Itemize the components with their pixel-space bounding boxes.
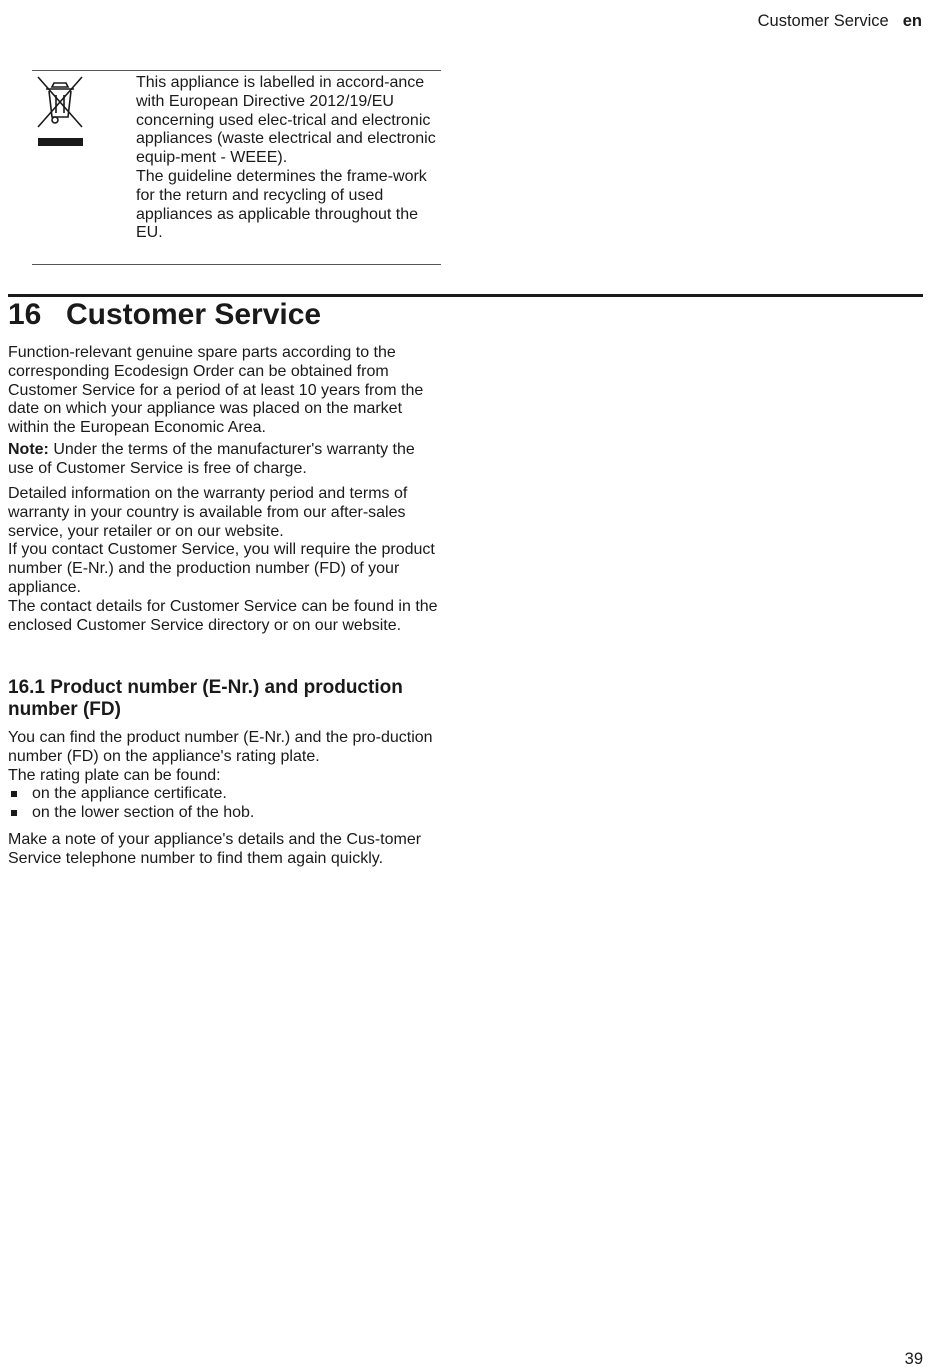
running-header-section: Customer Service (757, 12, 889, 30)
weee-paragraph-2: The guideline determines the frame-work for the return and recycling of used appliances as applicable throughout the EU. (136, 167, 427, 242)
product-number-paragraph (8, 729, 444, 785)
section-title: 16.1 Product number (E-Nr.) and production number (FD) (8, 677, 403, 720)
warranty-paragraph (8, 485, 444, 635)
list-item: on the appliance certificate. (8, 785, 444, 804)
contact-details-text: The contact details for Customer Service can be found in the enclosed Customer Service directory or on our website. (8, 597, 438, 634)
chapter-title (8, 296, 321, 334)
note-text: Under the terms of the manufacturer's warranty the use of Customer Service is free of charge. (8, 441, 415, 477)
product-number-intro: You can find the product number (E-Nr.) and the pro-duction number (FD) on the appliance's rating plate. (8, 729, 433, 765)
note-details-paragraph: Make a note of your appliance's details and the Cus-tomer Service telephone number to find them again quickly. (8, 831, 422, 867)
rating-plate-label: The rating plate can be found: (8, 766, 221, 784)
note-paragraph (8, 441, 444, 479)
weee-paragraph-1: This appliance is labelled in accord-ance with European Directive 2012/19/EU concerning used elec-trical and electronic appliances (waste electrical and electronic equip-ment - WEEE). (136, 74, 436, 167)
chapter-number: 16 (8, 298, 42, 331)
language-code: en (902, 12, 922, 30)
weee-notice-box (32, 70, 441, 265)
list-item: on the lower section of the hob. (8, 804, 444, 823)
spare-parts-paragraph: Function-relevant genuine spare parts according to the corresponding Ecodesign Order can be obtained from Customer Service for a period of at least 10 years from the date on which your appliance was placed on the market within the European Economic Area. (8, 344, 424, 437)
chapter-title-text: Customer Service (66, 298, 322, 331)
weee-notice-text (136, 74, 436, 243)
warranty-text: Detailed information on the warranty period and terms of warranty in your country is available from our after-sales service, your retailer or on our website. (8, 485, 408, 540)
note-label: Note: (8, 441, 49, 458)
page-number: 39 (904, 1350, 923, 1368)
rating-plate-locations-list (8, 785, 444, 823)
contact-requirement-text: If you contact Customer Service, you will require the product number (E-Nr.) and the production number (FD) of your appliance. (8, 541, 435, 596)
running-header (758, 11, 922, 31)
crossed-out-wheelie-bin-icon (36, 75, 84, 147)
